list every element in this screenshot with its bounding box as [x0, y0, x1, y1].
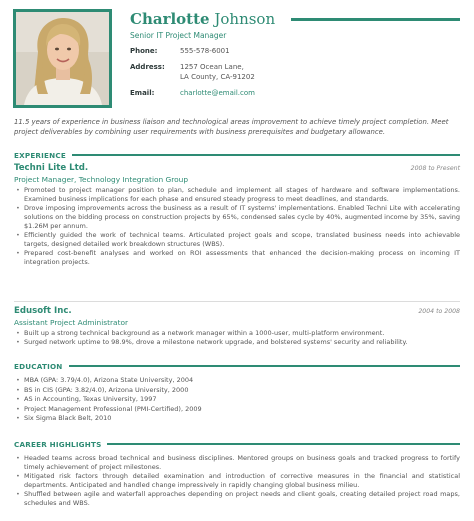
job-bullet: • Drove imposing improvements across the business as a result of IT systems' implementations. Enabled Techni Lite with accelerating solutions on the bidding process on construction projects by 65%, condensed sales cycle by 40%, augmented income by 35%, saving $1.26M per annum. — [14, 204, 460, 231]
highlights-block — [14, 453, 460, 521]
education-item: • Six Sigma Black Belt, 2010 — [14, 414, 460, 424]
contact-address-row — [130, 62, 450, 82]
company-row — [14, 163, 460, 173]
address-line-2: LA County, CA-91202 — [180, 73, 255, 81]
job-bullets — [14, 329, 460, 347]
name-divider — [291, 18, 460, 21]
education-section-title: EDUCATION — [14, 361, 63, 371]
education-item: • MBA (GPA: 3.79/4.0), Arizona State University, 2004 — [14, 376, 460, 386]
job-bullet: • Efficiently guided the work of technical teams. Articulated project goals and scope, translated business needs into achievable targets, designed detailed work breakdown structures (WBS). — [14, 231, 460, 249]
last-name: Johnson — [214, 10, 276, 28]
contact-email-row — [130, 88, 450, 98]
experience-section-header — [14, 150, 460, 160]
job-role: Project Manager, Technology Integration Group — [14, 175, 189, 184]
education-item: • BS in CIS (GPA: 3.82/4.0), Arizona University, 2000 — [14, 386, 460, 396]
job-bullet: • Promoted to project manager position to plan, schedule and implement all stages of hardware and software implementations. Examined business implications for each phase and ensured steady progress to meet deadlines, and standards. — [14, 186, 460, 204]
job-bullet: • Surged network uptime to 98.9%, drove a milestone network upgrade, and bolstered systems' security and reliability. — [14, 338, 460, 347]
portrait-image — [16, 12, 109, 105]
first-name: Charlotte — [130, 10, 210, 28]
highlights-section-title: CAREER HIGHLIGHTS — [14, 439, 102, 449]
education-section-header — [14, 361, 460, 371]
email-link[interactable]: charlotte@email.com — [180, 89, 255, 97]
name-header — [130, 9, 460, 29]
highlight-item: • Headed teams across broad technical and business disciplines. Mentored groups on business goals and tracked progress to fortify timely achievement of project milestones. — [14, 454, 460, 472]
education-item: • Project Management Professional (PMI-Certified), 2009 — [14, 405, 460, 415]
job-bullet: • Prepared cost-benefit analyses and worked on ROI assessments that enhanced the decision-making process on incoming IT integration projects. — [14, 249, 460, 267]
job-dates: 2004 to 2008 — [418, 308, 460, 315]
education-list — [14, 376, 460, 424]
company-name: Techni Lite Ltd. — [14, 163, 89, 173]
job-entry-edusoft — [14, 306, 460, 347]
section-divider — [69, 365, 461, 367]
profile-summary: 11.5 years of experience in business liaison and technological areas improvement to achieve timely project completion. Meet project deliverables by combining user requirements with business prerequisites and budgetary allowance. — [14, 118, 449, 136]
address-line-1: 1257 Ocean Lane, — [180, 63, 244, 71]
job-dates: 2008 to Present — [410, 165, 460, 172]
address-value — [180, 62, 255, 82]
company-row — [14, 306, 460, 316]
phone-value: 555-578-6001 — [180, 47, 230, 55]
contact-block — [130, 46, 450, 104]
profile-photo — [13, 9, 112, 108]
highlights-section-header — [14, 439, 460, 449]
full-name — [130, 10, 275, 28]
company-name: Edusoft Inc. — [14, 306, 72, 316]
section-divider — [107, 443, 460, 445]
phone-label: Phone: — [130, 47, 158, 55]
section-divider — [72, 154, 460, 156]
job-separator — [14, 301, 460, 302]
contact-phone-row — [130, 46, 450, 56]
job-entry-techni-lite — [14, 163, 460, 267]
highlight-item: • Shuffled between agile and waterfall approaches depending on project needs and client goals, creating detailed project road maps, schedules and WBS. — [14, 490, 460, 508]
experience-section-title: EXPERIENCE — [14, 150, 66, 160]
job-title: Senior IT Project Manager — [130, 31, 227, 40]
job-bullet: • Built up a strong technical background as a network manager within a 1000-user, multi-platform environment. — [14, 329, 460, 338]
address-label: Address: — [130, 63, 165, 71]
highlight-item: • Mitigated risk factors through detailed examination and introduction of corrective measures in the financial and statistical departments. Anticipated and handled change impressively in rapidly changing global business milieu. — [14, 472, 460, 490]
education-item: • AS in Accounting, Texas University, 1997 — [14, 395, 460, 405]
job-bullets — [14, 186, 460, 267]
email-label: Email: — [130, 89, 155, 97]
job-role: Assistant Project Administrator — [14, 318, 129, 327]
highlights-list — [14, 454, 460, 508]
